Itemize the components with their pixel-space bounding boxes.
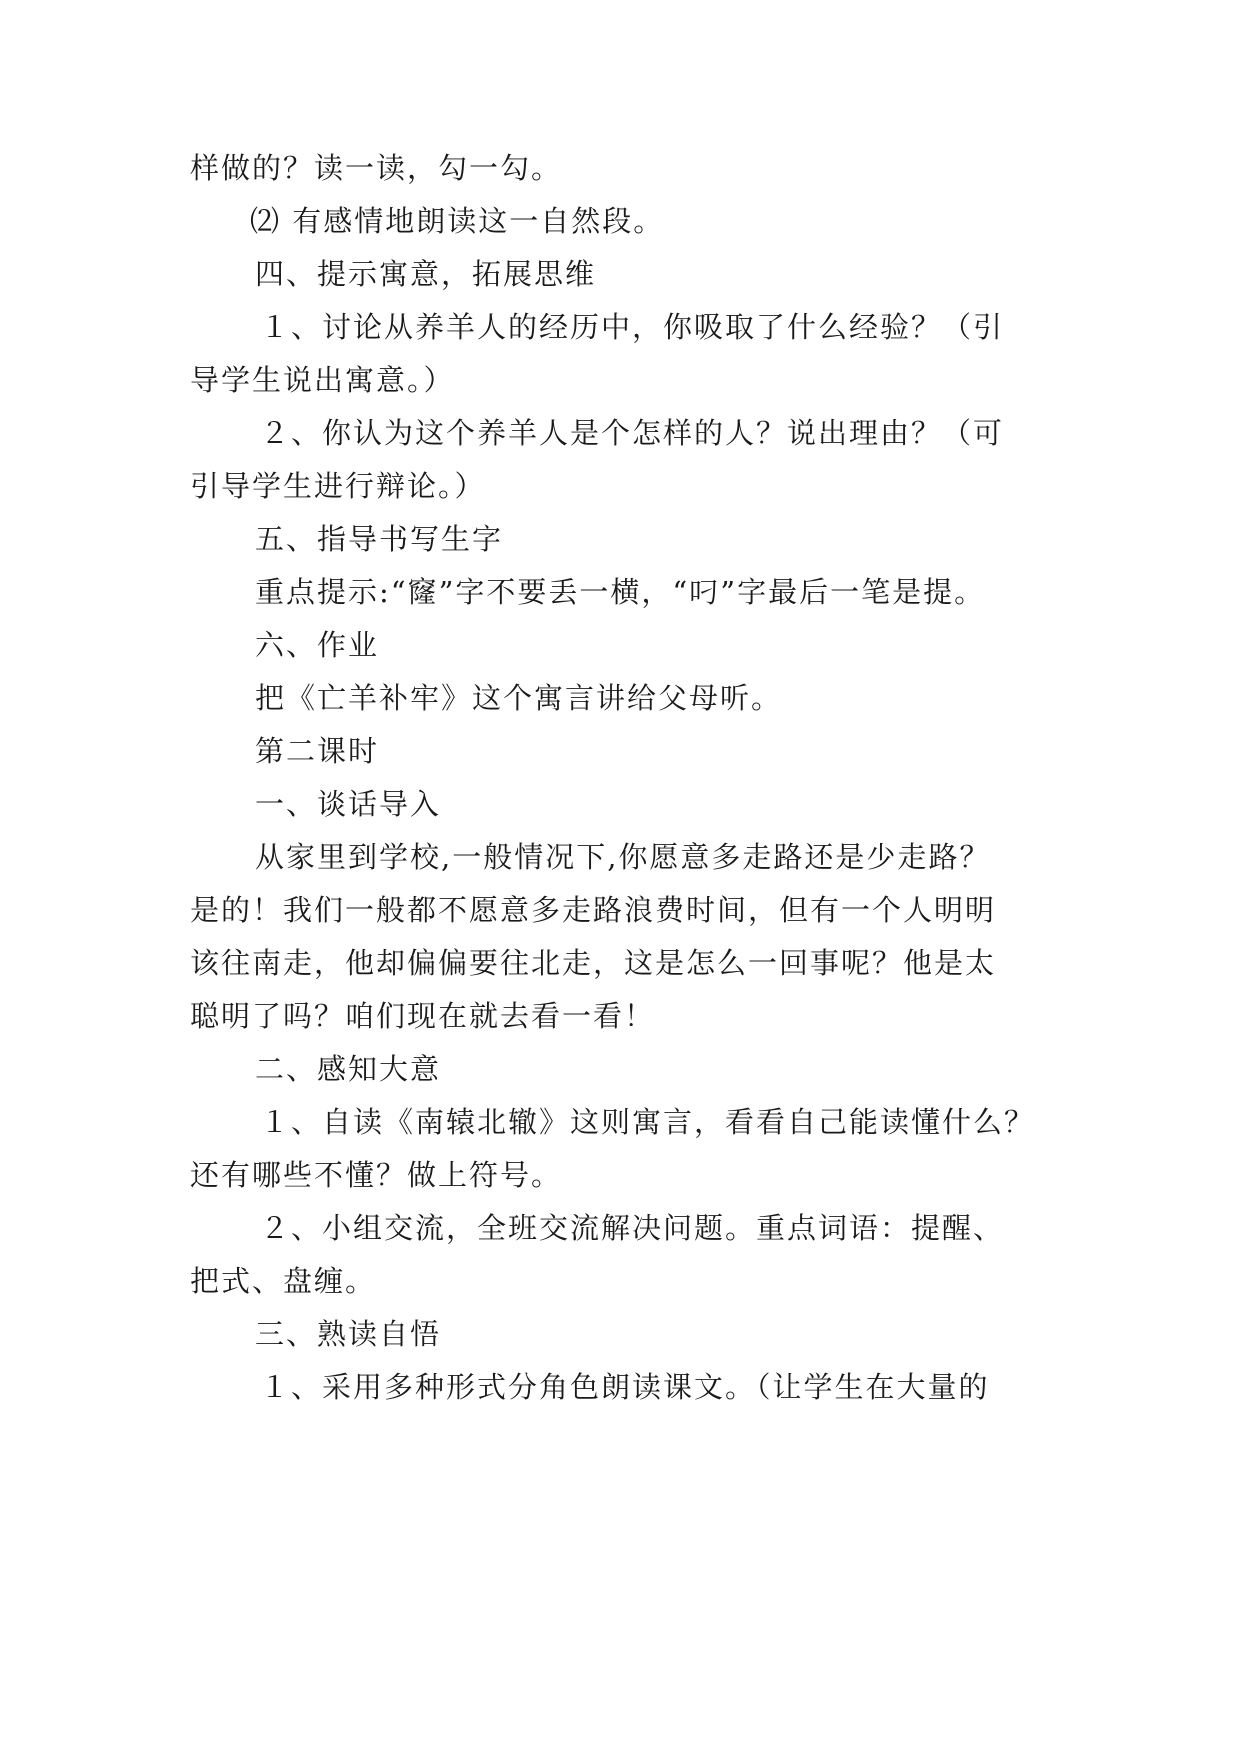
section-heading: 二、感知大意: [255, 1052, 442, 1086]
text-line: 聪明了吗？咱们现在就去看一看！: [190, 999, 656, 1033]
text-line: １、自读《南辕北辙》这则寓言，看看自己能读懂什么？: [260, 1105, 1036, 1139]
text-line: 重点提示:“窿”字不要丢一横，“叼”字最后一笔是提。: [255, 575, 986, 609]
section-heading: 四、提示寓意，拓展思维: [255, 257, 597, 291]
text-line: ２、小组交流，全班交流解决问题。重点词语：提醒、: [260, 1211, 1005, 1245]
text-line: 该往南走，他却偏偏要往北走，这是怎么一回事呢？他是太: [190, 946, 997, 980]
text-line: 样做的？读一读，勾一勾。: [190, 151, 563, 185]
text-line: 把式、盘缠。: [190, 1264, 377, 1298]
section-heading: 六、作业: [255, 628, 380, 662]
section-heading: 五、指导书写生字: [255, 522, 504, 556]
text-line: ⑵ 有感情地朗读这一自然段。: [250, 204, 665, 238]
text-line: １、采用多种形式分角色朗读课文。（让学生在大量的: [260, 1370, 990, 1404]
lesson-heading: 第二课时: [255, 734, 380, 768]
text-line: 把《亡羊补牢》这个寓言讲给父母听。: [255, 681, 783, 715]
text-line: 引导学生进行辩论。）: [190, 469, 486, 503]
text-line: １、讨论从养羊人的经历中，你吸取了什么经验？（引: [260, 310, 1005, 344]
section-heading: 三、熟读自悟: [255, 1317, 442, 1351]
text-line: ２、你认为这个养羊人是个怎样的人？说出理由？（可: [260, 416, 1005, 450]
text-line: 从家里到学校,一般情况下,你愿意多走路还是少走路？: [255, 840, 991, 874]
section-heading: 一、谈话导入: [255, 787, 442, 821]
text-line: 是的！我们一般都不愿意多走路浪费时间，但有一个人明明: [190, 893, 997, 927]
text-line: 导学生说出寓意。）: [190, 363, 455, 397]
text-line: 还有哪些不懂？做上符号。: [190, 1158, 563, 1192]
